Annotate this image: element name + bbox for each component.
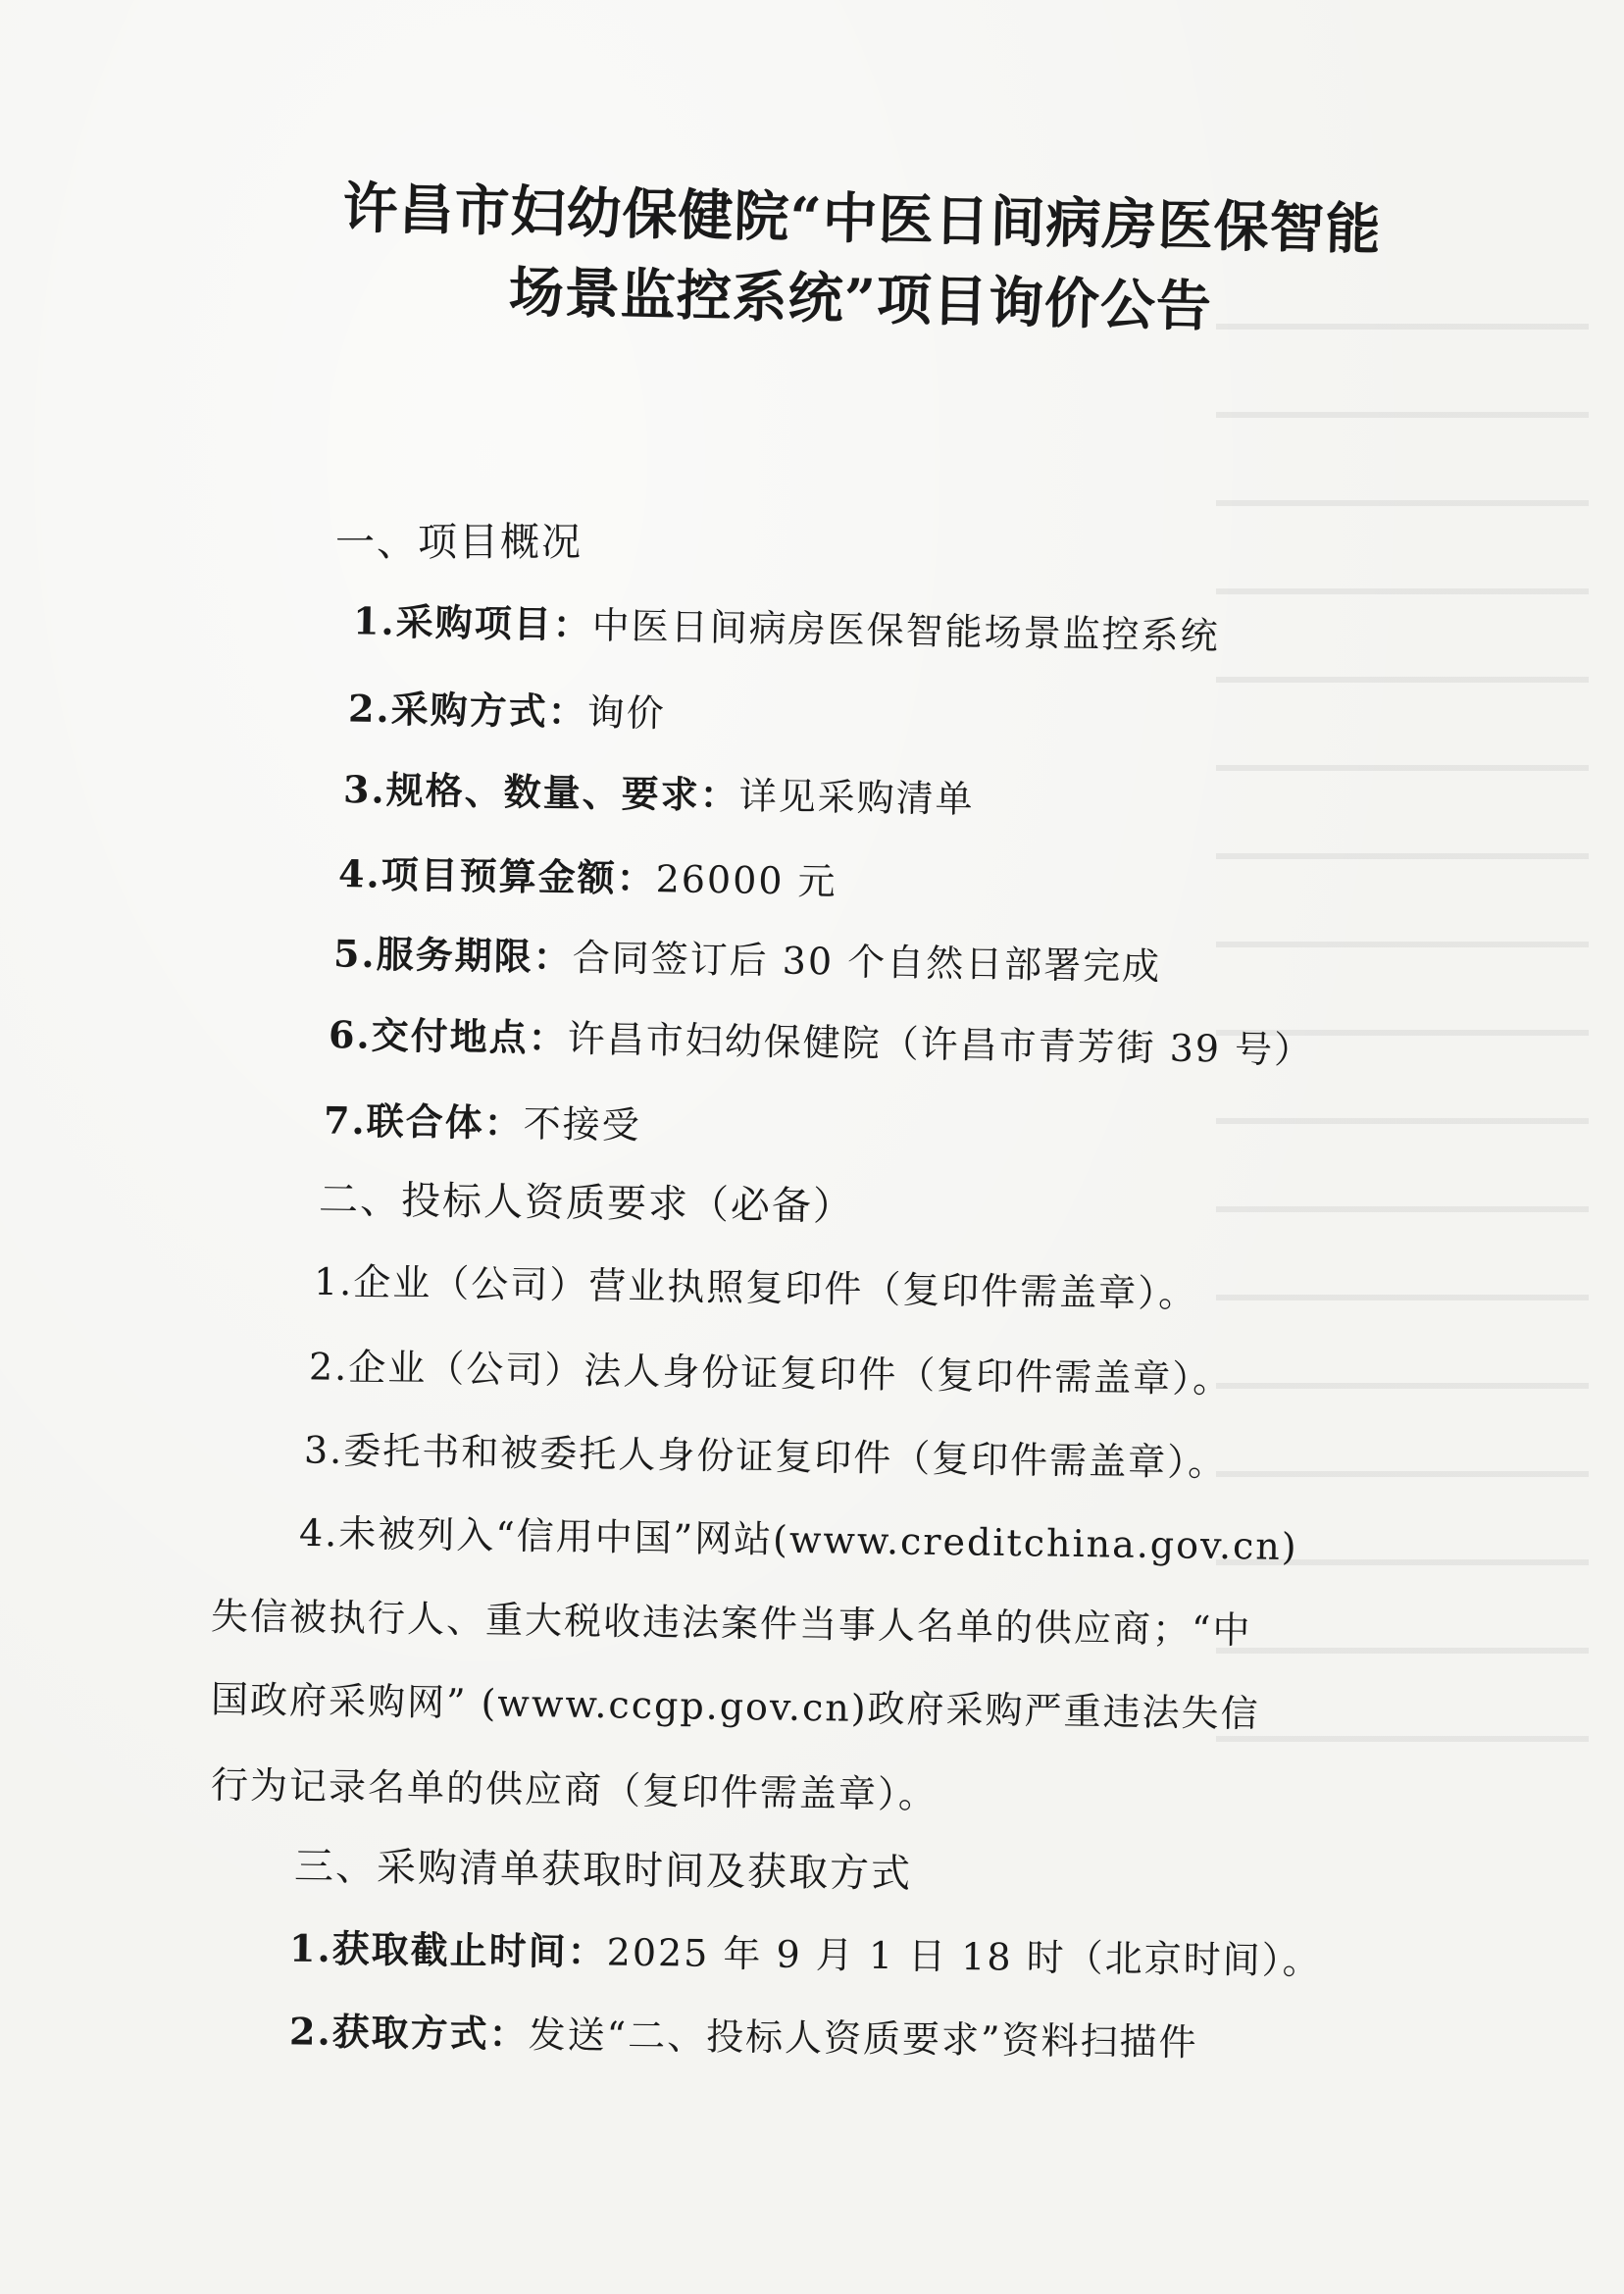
item-label: 1.获取截止时间： — [288, 1925, 607, 1974]
overview-item — [338, 849, 837, 906]
item-label: 4.项目预算金额： — [337, 851, 657, 901]
qualification-item-4-line: 失信被执行人、重大税收违法案件当事人名单的供应商；“中 — [210, 1594, 1252, 1653]
overview-item — [324, 1096, 641, 1149]
section-heading-acquisition: 三、采购清单获取时间及获取方式 — [293, 1844, 913, 1897]
title-line-1: 许昌市妇幼保健院“中医日间病房医保智能 — [341, 176, 1383, 263]
qualification-item-4-line: 国政府采购网” (www.ccgp.gov.cn)政府采购严重违法失信 — [210, 1677, 1260, 1736]
qualification-item: 3.委托书和被委托人身份证复印件（复印件需盖章）。 — [303, 1428, 1228, 1485]
section-heading-overview: 一、项目概况 — [335, 520, 583, 565]
item-label: 5.服务期限： — [332, 931, 574, 980]
document-title — [281, 167, 1442, 352]
item-label: 1.采购项目： — [352, 598, 593, 647]
acquisition-item — [289, 2007, 1198, 2066]
item-value: 26000 元 — [655, 857, 837, 903]
overview-item — [333, 929, 1162, 991]
qualification-item-4-line: 4.未被列入“信用中国”网站(www.creditchina.gov.cn) — [298, 1510, 1298, 1569]
item-value: 发送“二、投标人资质要求”资料扫描件 — [528, 2013, 1198, 2065]
item-value: 详见采购清单 — [738, 774, 975, 822]
item-value: 许昌市妇幼保健院（许昌市青芳街 39 号） — [567, 1016, 1314, 1072]
qualification-item: 2.企业（公司）法人身份证复印件（复印件需盖章）。 — [308, 1345, 1233, 1402]
title-line-2: 场景监控系统”项目询价公告 — [508, 259, 1213, 339]
overview-item — [348, 684, 666, 738]
overview-item — [353, 596, 1220, 660]
item-value: 不接受 — [523, 1101, 642, 1147]
qualification-item-4-line: 行为记录名单的供应商（复印件需盖章）。 — [210, 1762, 939, 1817]
item-value: 2025 年 9 月 1 日 18 时（北京时间）。 — [606, 1930, 1322, 1983]
item-label: 2.采购方式： — [347, 686, 588, 735]
item-label: 3.规格、数量、要求： — [342, 766, 740, 818]
item-label: 2.获取方式： — [288, 2009, 529, 2057]
item-label: 7.联合体： — [323, 1097, 525, 1146]
acquisition-item — [289, 1924, 1322, 1986]
item-label: 6.交付地点： — [328, 1012, 569, 1060]
item-value: 合同签订后 30 个自然日部署完成 — [572, 936, 1162, 989]
overview-item — [329, 1010, 1314, 1075]
overview-item — [343, 765, 975, 824]
item-value: 中医日间病房医保智能场景监控系统 — [591, 603, 1221, 658]
section-heading-qualification: 二、投标人资质要求（必备） — [318, 1177, 855, 1230]
qualification-item: 1.企业（公司）营业执照复印件（复印件需盖章）。 — [313, 1259, 1198, 1316]
item-value: 询价 — [586, 690, 667, 736]
